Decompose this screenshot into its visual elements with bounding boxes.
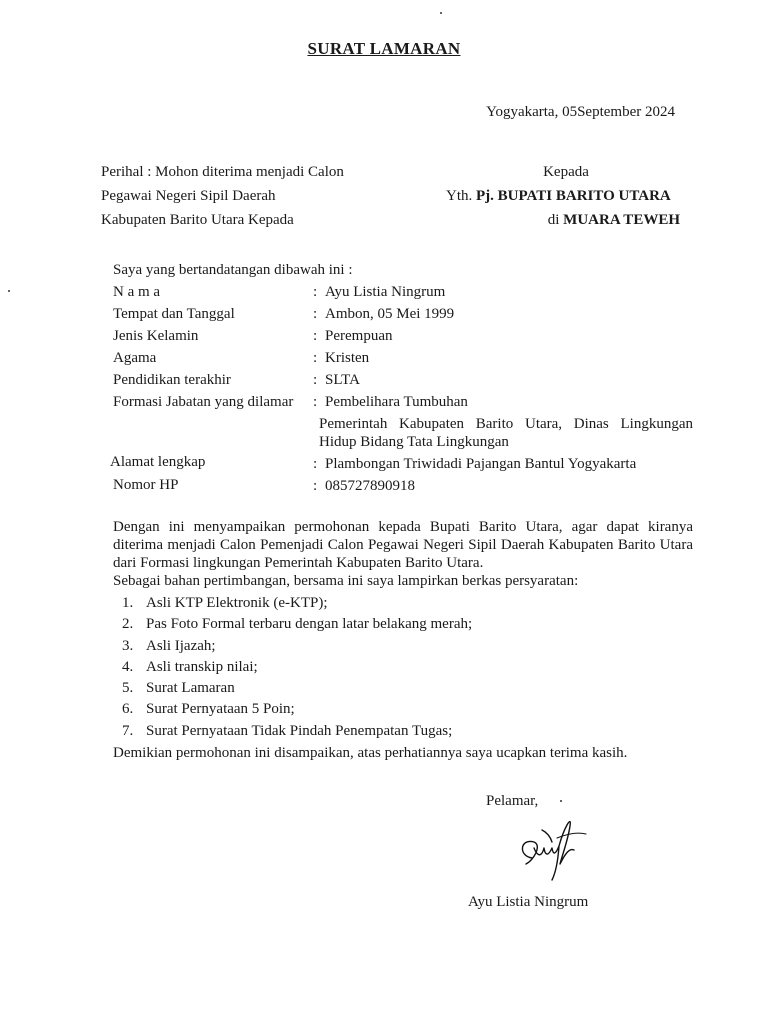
list-item xyxy=(122,721,472,742)
list-item-number: 7. xyxy=(122,722,134,739)
letter-date: Yogyakarta, 05September 2024 xyxy=(486,104,675,120)
field-colon: : xyxy=(313,328,318,344)
field-colon: : xyxy=(313,394,318,410)
field-value-nama: Ayu Listia Ningrum xyxy=(325,284,446,300)
recipient-name xyxy=(446,184,686,208)
recipient-place xyxy=(446,208,686,232)
scan-speck xyxy=(8,290,10,292)
recipient-place-name: MUARA TEWEH xyxy=(563,212,680,228)
field-label-tempat-tanggal: Tempat dan Tanggal xyxy=(113,306,235,322)
field-label-nomor-hp: Nomor HP xyxy=(113,477,179,493)
recipient-kepada: Kepada xyxy=(543,164,589,180)
recipient-prefix: Yth. xyxy=(446,188,476,204)
field-value-jenis-kelamin: Perempuan xyxy=(325,328,393,344)
field-value-pendidikan: SLTA xyxy=(325,372,360,388)
field-label-agama: Agama xyxy=(113,350,157,366)
signer-name: Ayu Listia Ningrum xyxy=(468,894,589,910)
list-item xyxy=(122,699,472,720)
field-colon: : xyxy=(313,284,318,300)
list-item-number: 3. xyxy=(122,637,134,654)
subject-line: Pegawai Negeri Sipil Daerah xyxy=(101,188,276,204)
recipient-block xyxy=(446,160,686,232)
list-item-number: 2. xyxy=(122,616,134,633)
letter-title: SURAT LAMARAN xyxy=(307,39,461,58)
attachments-list xyxy=(122,593,472,742)
subject-line: Kabupaten Barito Utara Kepada xyxy=(101,212,294,228)
recipient-title: Pj. BUPATI BARITO UTARA xyxy=(476,188,671,204)
handwritten-signature xyxy=(512,808,592,884)
field-value-tempat-tanggal: Ambon, 05 Mei 1999 xyxy=(325,306,455,322)
field-colon: : xyxy=(313,372,318,388)
field-value-agama: Kristen xyxy=(325,350,370,366)
list-item-text: Asli Ijazah; xyxy=(146,637,216,654)
list-item-number: 1. xyxy=(122,595,134,611)
closing-line: Demikian permohonan ini disampaikan, atas perhatiannya saya ucapkan terima kasih. xyxy=(113,745,628,761)
signoff-label: Pelamar, xyxy=(486,793,539,809)
list-item-number: 6. xyxy=(122,701,134,718)
list-item xyxy=(122,657,472,678)
list-item-text: Surat Lamaran xyxy=(146,680,235,697)
list-item-text: Surat Pernyataan 5 Poin; xyxy=(146,701,295,718)
field-label-formasi: Formasi Jabatan yang dilamar xyxy=(113,394,294,410)
recipient-place-prefix: di xyxy=(547,212,564,228)
list-item xyxy=(122,614,472,635)
list-item-number: 5. xyxy=(122,680,134,697)
field-value-alamat: Plambongan Triwidadi Pajangan Bantul Yogyakarta xyxy=(325,456,637,472)
field-label-pendidikan: Pendidikan terakhir xyxy=(113,372,231,388)
field-colon: : xyxy=(313,350,318,366)
list-item-text: Asli transkip nilai; xyxy=(146,658,258,675)
field-value-formasi: Pembelihara Tumbuhan xyxy=(325,394,468,410)
list-item xyxy=(122,678,472,699)
scan-speck xyxy=(560,800,562,802)
list-item-text: Pas Foto Formal terbaru dengan latar belakang merah; xyxy=(146,616,473,633)
list-item-text: Surat Pernyataan Tidak Pindah Penempatan Tugas; xyxy=(146,722,453,739)
field-colon: : xyxy=(313,306,318,322)
field-label-alamat: Alamat lengkap xyxy=(110,454,206,470)
subject-block xyxy=(101,160,344,232)
field-value-nomor-hp: 085727890918 xyxy=(325,478,415,494)
scan-speck xyxy=(440,12,442,14)
field-label-jenis-kelamin: Jenis Kelamin xyxy=(113,328,199,344)
field-colon: : xyxy=(313,478,318,494)
subject-line: Perihal : Mohon diterima menjadi Calon xyxy=(101,164,344,180)
attachments-intro: Sebagai bahan pertimbangan, bersama ini saya lampirkan berkas persyaratan: xyxy=(113,573,579,589)
list-item-text: Asli KTP Elektronik (e-KTP); xyxy=(146,595,328,611)
opening-line: Saya yang bertandatangan dibawah ini : xyxy=(113,262,353,278)
list-item xyxy=(122,636,472,657)
field-colon: : xyxy=(313,456,318,472)
field-value-formasi-detail: Pemerintah Kabupaten Barito Utara, Dinas Lingkungan Hidup Bidang Tata Lingkungan xyxy=(319,416,693,450)
body-paragraph: Dengan ini menyampaikan permohonan kepada Bupati Barito Utara, agar dapat kiranya diterima menjadi Calon Pemenjadi Calon Pegawai Negeri Sipil Daerah Kabupaten Barito Utara dari Formasi lingkungan Pemerintah Kabupaten Barito Utara. xyxy=(113,519,693,571)
list-item xyxy=(122,593,472,614)
field-label-nama: N a m a xyxy=(113,284,161,300)
list-item-number: 4. xyxy=(122,658,134,675)
